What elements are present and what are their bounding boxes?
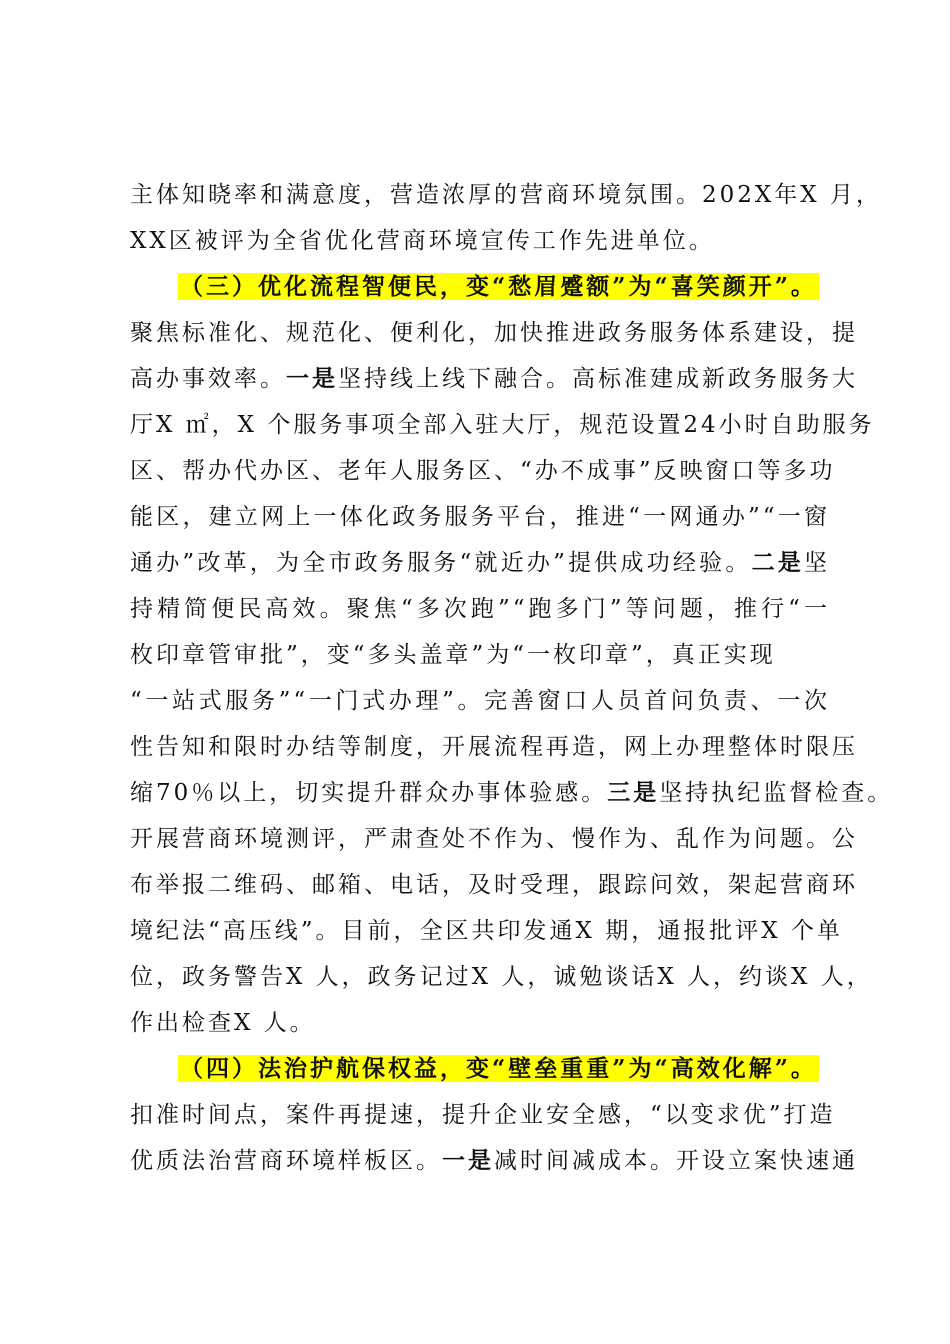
body-line [130,727,858,767]
line-text: “一站式服务”“一门式办理”。完善窗口人员首问负责、一次 [130,688,830,714]
body-line [130,865,858,905]
body-line [130,957,873,997]
line-text: 持精简便民高效。聚焦“多次跑”“跑多门”等问题，推行“一 [130,596,830,622]
body-line [130,497,830,537]
line-text: 扣准时间点，案件再提速，提升企业安全感，“以变求优”打造 [130,1102,836,1128]
line-text: 高办事效率。 [130,366,286,392]
line-text: 厅X ㎡，X 个服务事项全部入驻大厅，规范设置24小时自助服务 [130,412,875,438]
body-line [130,681,830,721]
section-heading-4 [178,1049,830,1089]
line-text: 开展营商环境测评，严肃查处不作为、慢作为、乱作为问题。公 [130,826,858,852]
line-text: 通办”改革，为全市政务服务“就近办”提供成功经验。 [130,550,752,576]
body-line [130,405,875,445]
body-line [130,175,882,215]
line-text: 性告知和限时办结等制度，开展流程再造，网上办理整体时限压 [130,734,858,760]
line-text: 能区，建立网上一体化政务服务平台，推进“一网通办”“一窗 [130,504,830,530]
line-text: 坚持线上线下融合。高标准建成新政务服务大 [338,366,858,392]
body-line [130,1095,836,1135]
body-line [130,589,830,629]
line-text: XX区被评为全省优化营商环境宣传工作先进单位。 [130,228,715,254]
line-text: 优质法治营商环境样板区。 [130,1148,442,1174]
bold-marker: 二是 [751,549,805,576]
line-text: 境纪法“高压线”。目前，全区共印发通X 期，通报批评X 个单 [130,918,843,944]
line-text: 坚持执纪监督检查。 [659,780,894,806]
body-line [130,635,830,675]
highlighted-heading: （四）法治护航保权益，变“壁垒重重”为“高效化解”。 [180,1055,817,1082]
line-text: 聚焦标准化、规范化、便利化，加快推进政务服务体系建设，提 [130,320,858,346]
body-line [130,359,858,399]
line-text: 减时间减成本。开设立案快速通 [494,1148,858,1174]
body-line [130,1141,858,1181]
body-line [130,451,836,491]
line-text: 坚 [804,550,831,576]
body-line [130,543,830,583]
body-line [130,313,858,353]
body-line [130,773,894,813]
body-line [130,221,830,261]
body-line [130,1003,830,1043]
body-line [130,911,843,951]
line-text: 布举报二维码、邮箱、电话，及时受理，跟踪问效，架起营商环 [130,872,858,898]
line-text: 区、帮办代办区、老年人服务区、“办不成事”反映窗口等多功 [130,458,836,484]
line-text: 位，政务警告X 人，政务记过X 人，诚勉谈话X 人，约谈X 人， [130,964,873,990]
line-text: 枚印章管审批”，变“多头盖章”为“一枚印章”，真正实现 [130,642,776,668]
bold-marker: 一是 [442,1147,494,1174]
line-text: 缩70％以上，切实提升群众办事体验感。 [130,780,608,806]
line-text: 主体知晓率和满意度，营造浓厚的营商环境氛围。202X年X 月， [130,182,882,208]
section-heading-3 [178,267,830,307]
highlighted-heading: （三）优化流程智便民，变“愁眉蹙额”为“喜笑颜开”。 [180,273,817,300]
line-text: 作出检查X 人。 [130,1010,316,1036]
bold-marker: 一是 [286,365,338,392]
body-line [130,819,858,859]
bold-marker: 三是 [607,779,660,806]
